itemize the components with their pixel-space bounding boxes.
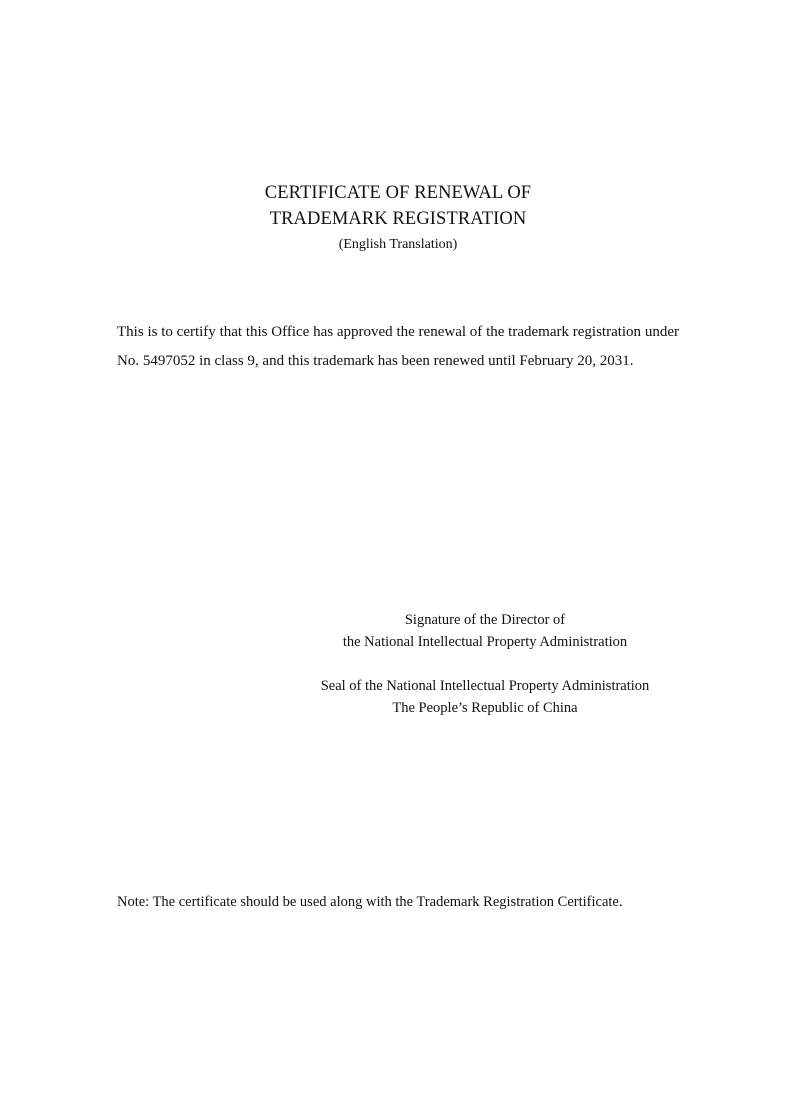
certificate-title-line-2: TRADEMARK REGISTRATION [269,209,527,229]
seal-block [290,675,680,719]
certificate-title-line-1: CERTIFICATE OF RENEWAL OF [264,183,532,203]
certificate-header [0,180,790,256]
director-signature-block [290,609,680,653]
certification-paragraph: This is to certify that this Office has approved the renewal of the trademark registration under No. 5497052 in class 9, and this trademark has been renewed until February 20, 2031. [117,324,679,369]
seal-line-1: Seal of the National Intellectual Property Administration [320,678,650,694]
signature-line-2: the National Intellectual Property Administration [342,634,628,650]
certificate-subtitle: (English Translation) [338,237,458,252]
seal-line-2: The People’s Republic of China [392,700,578,716]
signature-line-1: Signature of the Director of [404,612,566,628]
footer-note: Note: The certificate should be used along with the Trademark Registration Certificate. [117,894,623,910]
